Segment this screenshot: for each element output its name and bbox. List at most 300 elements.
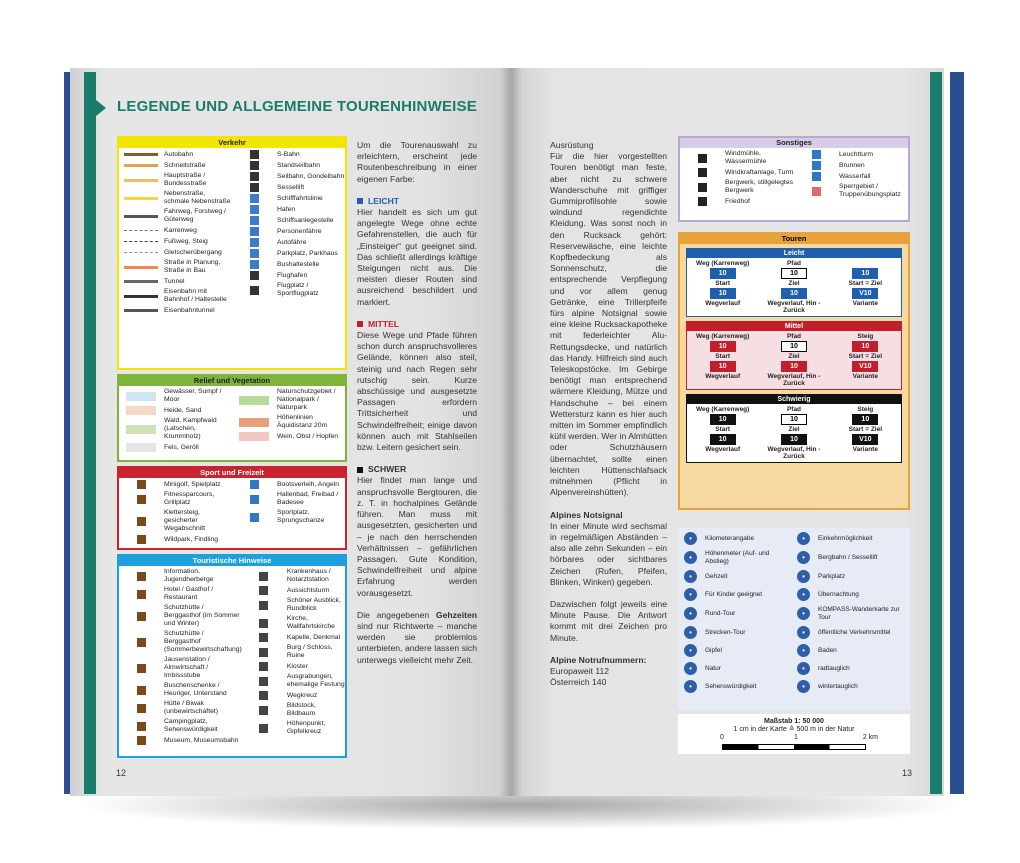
touren-marker [687, 361, 758, 372]
legend-label: Windkraftanlage, Turm [725, 168, 794, 176]
line-symbol [124, 295, 158, 298]
small-icon [259, 677, 268, 686]
legend-symbol-icon [122, 704, 160, 713]
touren-label: Weg (Karrenweg) [695, 260, 750, 267]
info-label: Gehzeit [705, 572, 728, 580]
page-number-left: 12 [116, 768, 127, 778]
schwer-heading [357, 464, 477, 475]
legend-row [119, 736, 242, 745]
info-row [684, 606, 791, 621]
legend-row [119, 406, 232, 415]
touren-marker [687, 288, 758, 299]
info-circle-icon: • [797, 551, 810, 564]
legend-symbol-icon [122, 638, 160, 647]
legend-verkehr [117, 136, 347, 370]
legend-row [232, 271, 345, 280]
legend-label: Hauptstraße / Bundesstraße [164, 172, 207, 187]
legend-row [119, 509, 232, 533]
small-icon [250, 271, 259, 280]
legend-row [232, 172, 345, 181]
touren-label: Steig [857, 333, 874, 340]
legend-symbol-icon [245, 648, 283, 657]
route-number-icon: 10 [781, 341, 807, 352]
small-icon [137, 480, 146, 489]
legend-symbol-icon [235, 205, 273, 214]
legend-label: Brunnen [839, 161, 865, 169]
info-circle-icon: • [684, 644, 697, 657]
legend-row [232, 509, 345, 525]
legend-symbol-icon [683, 168, 721, 177]
legend-symbol-icon [122, 736, 160, 745]
touren-section [686, 321, 902, 390]
legend-row [680, 168, 794, 177]
legend-sonstiges-col1 [680, 148, 794, 208]
legend-symbol-icon [122, 248, 160, 257]
route-number-icon: 10 [852, 341, 878, 352]
legend-label: Naturschutzgebiet / Nationalpark / Naturpark [277, 388, 336, 411]
legend-row [119, 237, 232, 246]
touren-label: Start [715, 426, 731, 433]
info-label: öffentliche Verkehrsmittel [818, 628, 891, 636]
small-icon [250, 194, 259, 203]
route-number-icon: V10 [852, 434, 878, 445]
legend-symbol-icon [122, 572, 160, 581]
info-circle-icon: • [684, 532, 697, 545]
legend-symbol-icon [122, 590, 160, 599]
swatch [126, 443, 156, 452]
legend-symbol-icon [122, 194, 160, 203]
info-label: Bergbahn / Sessellift [818, 553, 878, 561]
notruf-line: Österreich 140 [550, 677, 607, 688]
info-grid [684, 532, 904, 693]
legend-symbol-icon [797, 172, 835, 181]
notruf-line: Europaweit 112 [550, 665, 610, 676]
legend-label: Gewässer, Sumpf / Moor [164, 388, 222, 403]
legend-row [119, 491, 232, 507]
legend-symbol-icon [235, 260, 273, 269]
legend-label: Wegkreuz [286, 691, 318, 699]
legend-symbol-icon [235, 150, 273, 159]
touren-label: Wegverlauf [705, 373, 741, 380]
legend-row [119, 568, 242, 584]
legend-symbol-icon [235, 238, 273, 247]
legend-label: Schifffahrtslinie [277, 194, 323, 202]
touren-label: Variante [852, 446, 878, 453]
touren-label: Wegverlauf, Hin - Zurück [767, 446, 821, 460]
legend-label: Fitnessparcours, Grillplatz [164, 491, 215, 506]
leicht-square-icon [357, 198, 363, 204]
touren-marker [830, 361, 901, 372]
legend-label: Hallenbad, Freibad / Badesee [277, 491, 339, 506]
legend-row [119, 388, 232, 404]
scale-title: Maßstab 1: 50 000 [764, 718, 824, 725]
info-label: KOMPASS-Wanderkarte zur Tour [818, 606, 900, 621]
small-icon [259, 601, 268, 610]
touren-section-heading: Leicht [687, 249, 901, 258]
legend-row [242, 702, 345, 718]
page-number-right: 13 [902, 768, 913, 778]
legend-symbol-icon [235, 286, 273, 295]
small-icon [137, 612, 146, 621]
legend-touristisch-col1 [119, 566, 242, 747]
leicht-heading-text: LEICHT [368, 195, 400, 206]
legend-label: Krankenhaus / Notarztstation [286, 568, 331, 583]
small-icon [259, 572, 268, 581]
legend-label: Fußweg, Steig [164, 237, 208, 245]
legend-label: Aussichtsturm [286, 586, 330, 594]
touren-label: Wegverlauf, Hin - Zurück [767, 373, 821, 387]
legend-verkehr-col2 [232, 148, 345, 317]
legend-symbol-icon [122, 722, 160, 731]
legend-label: Bootsverleih, Angeln [277, 480, 339, 488]
legend-symbol-icon [122, 161, 160, 170]
small-icon [250, 249, 259, 258]
info-row [684, 626, 791, 639]
notsignal-heading: Alpines Notsignal [550, 509, 623, 520]
legend-sport [117, 466, 347, 550]
legend-symbol-icon [235, 172, 273, 181]
notsignal-paragraph-2: Dazwischen folgt jeweils eine Minute Pause. Die Antwort kommt mit drei Zeichen pro Minute. [550, 598, 667, 643]
legend-symbol-icon [235, 418, 273, 427]
touren-section [686, 248, 902, 317]
legend-label: Kapelle, Denkmal [286, 633, 341, 641]
legend-row [232, 238, 345, 247]
legend-label: Friedhof [725, 197, 750, 205]
route-number-icon: V10 [852, 288, 878, 299]
legend-row [794, 172, 908, 181]
small-icon [250, 172, 259, 181]
legend-row [232, 480, 345, 489]
legend-touristisch-heading: Touristische Hinweise [119, 556, 345, 566]
info-circle-icon: • [684, 607, 697, 620]
touren-marker [687, 414, 758, 425]
gehzeiten-paragraph [357, 610, 477, 666]
leicht-paragraph: Hier handelt es sich um gut angelegte Wege ohne echte Gefahrenstellen, die auch für „Einsteiger“ gut geeignet sind. Das schließt allerdings kräftige Steigungen nicht aus. Die meisten dieser Routen sind ausreichend beschildert und markiert. [357, 207, 477, 307]
legend-symbol-icon [235, 396, 273, 405]
touren-marker [830, 268, 901, 279]
touren-marker [830, 288, 901, 299]
legend-touren-heading: Touren [680, 234, 908, 244]
legend-row [232, 227, 345, 236]
gehzeiten-post: sind nur Richtwerte – manche werden sie problemlos unterbieten, andere lassen sich unterwegs vielleicht mehr Zeit. [357, 620, 477, 665]
page-title: LEGENDE UND ALLGEMEINE TOURENHINWEISE [117, 98, 477, 115]
legend-symbol-icon [122, 686, 160, 695]
legend-row [119, 656, 242, 680]
touren-label: Start [715, 353, 731, 360]
legend-symbol-icon [245, 619, 283, 628]
info-row [797, 588, 904, 601]
info-row [684, 588, 791, 601]
legend-symbol-icon [122, 406, 160, 415]
route-number-icon: 10 [710, 414, 736, 425]
touren-marker [687, 434, 758, 445]
legend-label: Fels, Geröll [164, 443, 199, 451]
legend-label: Museum, Museumsbahn [164, 736, 239, 744]
info-row [797, 550, 904, 565]
touren-sections [680, 248, 908, 463]
small-icon [250, 495, 259, 504]
line-symbol [124, 309, 158, 312]
legend-label: Gletscherübergang [164, 248, 222, 256]
legend-label: Leuchtturm [839, 150, 874, 158]
info-label: wintertauglich [818, 682, 858, 690]
route-number-icon: V10 [852, 361, 878, 372]
legend-label: Höhenpunkt, Gipfelkreuz [286, 720, 326, 735]
legend-row [680, 197, 794, 206]
small-icon [137, 535, 146, 544]
legend-sonstiges-col2 [794, 148, 908, 208]
legend-relief-heading: Relief und Vegetation [119, 376, 345, 386]
touren-label: Wegverlauf [705, 300, 741, 307]
info-row [684, 644, 791, 657]
legend-row [680, 150, 794, 166]
schwer-square-icon [357, 467, 363, 473]
route-number-icon: 10 [781, 268, 807, 279]
legend-row [119, 700, 242, 716]
intro-paragraph: Um die Tourenauswahl zu erleichtern, erscheint jede Routenbeschreibung in einer eigenen Farbe: [357, 140, 477, 184]
small-icon [812, 187, 821, 196]
legend-label: Jausenstation / Almwirtschaft / Imbissstube [164, 656, 210, 679]
legend-symbol-icon [235, 249, 273, 258]
legend-touristisch-col2 [242, 566, 345, 747]
legend-row [794, 150, 908, 159]
legend-symbol-icon [122, 425, 160, 434]
touren-label: Weg (Karrenweg) [695, 406, 750, 413]
info-row [797, 626, 904, 639]
legend-row [794, 161, 908, 170]
legend-row [232, 388, 345, 412]
left-color-band [84, 72, 96, 794]
small-icon [137, 664, 146, 673]
line-symbol [124, 241, 158, 243]
legend-symbol-icon [245, 724, 283, 733]
small-icon [259, 724, 268, 733]
legend-label: Eisenbahntunnel [164, 306, 215, 314]
small-icon [250, 216, 259, 225]
scale-tick-label: 1 [794, 734, 798, 741]
legend-symbol-icon [235, 432, 273, 441]
title-arrow-icon [96, 100, 106, 116]
legend-label: Hütte / Biwak (unbewirtschaftet) [164, 700, 219, 715]
small-icon [250, 513, 259, 522]
line-symbol [124, 230, 158, 232]
scale-tick-label: 0 [720, 734, 724, 741]
legend-label: Fahrweg, Forstweg / Güterweg [164, 208, 226, 223]
info-row [684, 662, 791, 675]
legend-symbol-icon [245, 572, 283, 581]
touren-section-heading: Mittel [687, 322, 901, 331]
legend-symbol-icon [797, 161, 835, 170]
legend-row [232, 432, 345, 441]
info-label: Kilometerangabe [705, 534, 755, 542]
legend-label: Kirche, Wallfahrtskirche [286, 615, 335, 630]
notruf-heading: Alpine Notrufnummern: [550, 654, 647, 665]
legend-label: Bildstock, Bildbaum [286, 702, 316, 717]
route-number-icon: 10 [781, 434, 807, 445]
legend-label: Sperrgebiet / Truppenübungsplatz [839, 183, 901, 198]
info-label: Für Kinder geeignet [705, 590, 763, 598]
legend-label: Kloster [286, 662, 308, 670]
legend-label: Wein, Obst / Hopfen [277, 432, 339, 440]
legend-label: Schiffsanlegestelle [277, 216, 334, 224]
legend-symbol-icon [683, 154, 721, 163]
legend-label: Straße in Planung, Straße in Bau [164, 259, 221, 274]
legend-label: Bergwerk, stillgelegtes Bergwerk [725, 179, 793, 194]
small-icon [137, 722, 146, 731]
legend-row [232, 216, 345, 225]
touren-grid [687, 404, 901, 462]
legend-symbol-icon [235, 216, 273, 225]
swatch [126, 406, 156, 415]
info-label: radtauglich [818, 664, 850, 672]
legend-row [242, 644, 345, 660]
legend-label: Hotel / Gasthof / Restaurant [164, 586, 214, 601]
legend-row [242, 615, 345, 631]
info-circle-icon: • [797, 662, 810, 675]
legend-row [232, 194, 345, 203]
info-label: Höhenmeter (Auf- und Abstieg) [705, 550, 770, 565]
legend-row [242, 691, 345, 700]
legend-symbol-icon [122, 495, 160, 504]
info-circle-icon: • [797, 588, 810, 601]
touren-marker [758, 361, 829, 372]
legend-symbol-icon [122, 277, 160, 286]
notsignal-paragraph: In einer Minute wird sechsmal in regelmäßigen Abständen – also alle zehn Sekunden – ein hörbares oder sichtbares Zeichen (Rufen, Pfeifen, Blinken, Winken) gegeben. [550, 520, 667, 587]
line-symbol [124, 252, 158, 254]
legend-label: Windmühle, Wassermühle [725, 150, 767, 165]
legend-row [232, 249, 345, 258]
route-number-icon: 10 [710, 361, 736, 372]
legend-label: Schutzhütte / Berggasthof (im Sommer und Winter) [164, 604, 240, 627]
scale-subtitle: 1 cm in der Karte ≙ 500 m in der Natur [733, 726, 855, 733]
small-icon [259, 648, 268, 657]
legend-label: Eisenbahn mit Bahnhof / Haltestelle [164, 288, 227, 303]
info-circle-icon: • [797, 532, 810, 545]
legend-row [119, 718, 242, 734]
legend-symbol-icon [235, 194, 273, 203]
touren-label: Ziel [788, 426, 800, 433]
touren-label: Start = Ziel [848, 426, 883, 433]
touren-marker [830, 341, 901, 352]
book-gutter [500, 68, 522, 796]
info-circle-icon: • [797, 680, 810, 693]
leicht-heading [357, 196, 477, 207]
legend-symbol-icon [122, 176, 160, 185]
small-icon [259, 586, 268, 595]
legend-symbol-icon [122, 535, 160, 544]
small-icon [250, 480, 259, 489]
small-icon [137, 495, 146, 504]
small-icon [137, 572, 146, 581]
legend-symbol-icon [235, 271, 273, 280]
legend-label: Ausgrabungen, ehemalige Festung [286, 673, 345, 688]
legend-symbol-icon [122, 150, 160, 159]
legend-relief-col1 [119, 386, 232, 454]
legend-relief-col2 [232, 386, 345, 454]
legend-label: Schnellstraße [164, 161, 206, 169]
line-symbol [124, 280, 158, 283]
legend-row [119, 208, 232, 224]
legend-symbol-icon [683, 183, 721, 192]
line-symbol [124, 164, 158, 167]
line-symbol [124, 153, 158, 156]
legend-touristisch [117, 554, 347, 758]
touren-marker [687, 268, 758, 279]
legend-row [119, 443, 232, 452]
touren-grid [687, 331, 901, 389]
touren-marker [830, 434, 901, 445]
small-icon [698, 168, 707, 177]
info-label: Rund-Tour [705, 609, 736, 617]
legend-symbol-icon [245, 677, 283, 686]
legend-row [242, 673, 345, 689]
mittel-heading [357, 319, 477, 330]
info-row [684, 570, 791, 583]
legend-label: Tunnel [164, 277, 185, 285]
info-label: Baden [818, 646, 837, 654]
touren-marker [758, 414, 829, 425]
small-icon [250, 260, 259, 269]
legend-label: Hafen [277, 205, 296, 213]
legend-label: Wald, Kampfwald (Latschen, Krummholz) [164, 417, 217, 440]
legend-sport-col2 [232, 478, 345, 546]
legend-row [119, 417, 232, 441]
legend-row [232, 260, 345, 269]
legend-verkehr-heading: Verkehr [119, 138, 345, 148]
scale-bar-graphic [722, 744, 866, 750]
right-color-band [930, 72, 942, 794]
info-label: Einkehrmöglichkeit [818, 534, 873, 542]
info-label: Natur [705, 664, 721, 672]
legend-row [119, 604, 242, 628]
scale-box [678, 714, 910, 754]
legend-row [242, 586, 345, 595]
small-icon [259, 633, 268, 642]
small-icon [137, 517, 146, 526]
gehzeiten-bold: Gehzeiten [435, 609, 477, 620]
mittel-heading-text: MITTEL [368, 318, 400, 329]
legend-sonstiges [678, 136, 910, 222]
info-label: Parkplatz [818, 572, 846, 580]
small-icon [812, 172, 821, 181]
line-symbol [124, 266, 158, 269]
legend-label: Schöner Ausblick, Rundblick [286, 597, 341, 612]
legend-label: Personenfähre [277, 227, 322, 235]
line-symbol [124, 197, 158, 200]
legend-row [119, 277, 232, 286]
legend-symbol-icon [235, 495, 273, 504]
small-icon [259, 619, 268, 628]
info-circle-icon: • [684, 588, 697, 601]
legend-label: Flughafen [277, 271, 308, 279]
info-row [797, 662, 904, 675]
touren-label: Pfad [786, 260, 802, 267]
mittel-square-icon [357, 321, 363, 327]
info-circle-icon: • [684, 662, 697, 675]
legend-symbol-icon [797, 150, 835, 159]
swatch [239, 432, 269, 441]
legend-symbol-icon [122, 664, 160, 673]
legend-label: Autobahn [164, 150, 194, 158]
legend-label: Klettersteig, gesicherter Wegabschnitt [164, 509, 206, 532]
info-circle-icon: • [797, 570, 810, 583]
legend-row [119, 630, 242, 654]
legend-label: Sportplatz, Sprungschanze [277, 509, 325, 524]
legend-row [119, 586, 242, 602]
legend-relief [117, 374, 347, 462]
small-icon [698, 154, 707, 163]
legend-row [119, 682, 242, 698]
